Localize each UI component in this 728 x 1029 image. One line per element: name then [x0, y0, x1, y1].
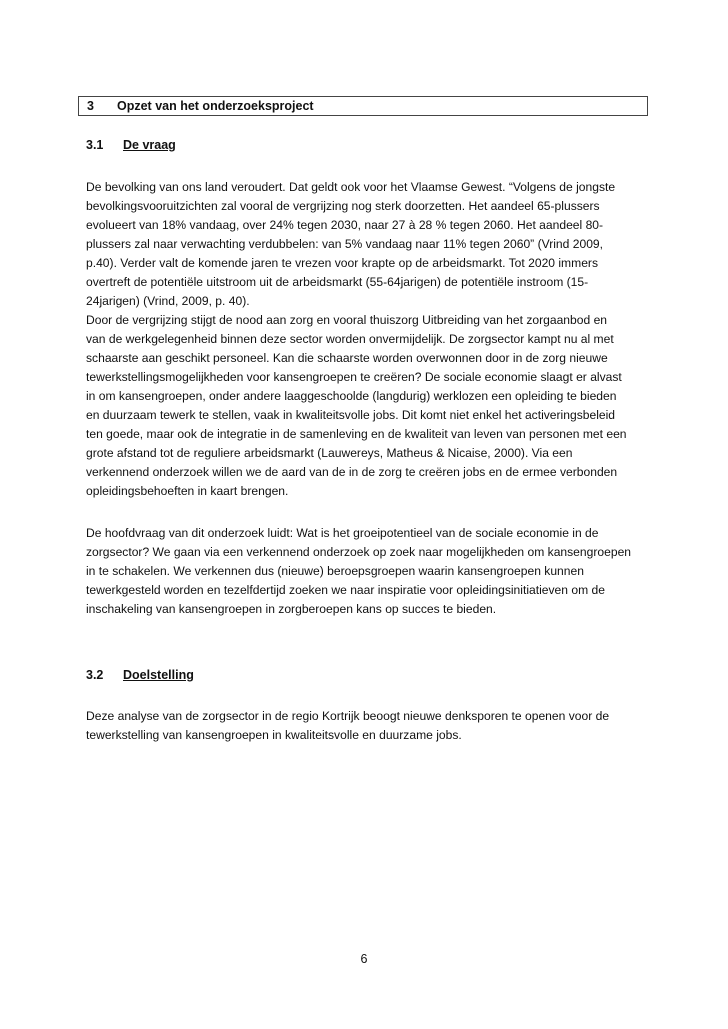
- text-line: Door de vergrijzing stijgt de nood aan zorg en vooral thuiszorg Uitbreiding van het zorgaanbod en: [86, 313, 608, 327]
- text-line: grote afstand tot de reguliere arbeidsmarkt (Lauwereys, Matheus & Nicaise, 2000). Via een: [86, 446, 573, 460]
- text-line: in te schakelen. We verkennen dus (nieuwe) beroepsgroepen waarin kansengroepen kunnen: [86, 564, 584, 578]
- text-line: en duurzaam tewerk te stellen, vaak in kwaliteitsvolle jobs. Dit komt niet enkel het activeringsbeleid: [86, 408, 616, 422]
- text-line: evolueert van 18% vandaag, over 24% tegen 2030, naar 27 à 28 % tegen 2060. Het aandeel 80-: [86, 218, 604, 232]
- text-line: p.40). Verder valt de komende jaren te vrezen voor krapte op de arbeidsmarkt. Tot 2020 immers: [86, 256, 599, 270]
- text-line: in om kansengroepen, onder andere laaggeschoolde (langdurig) werklozen een opleiding te bieden: [86, 389, 617, 403]
- paragraph-vraag-1: [86, 178, 627, 501]
- chapter-title: Opzet van het onderzoeksproject: [117, 99, 314, 113]
- section-number: 3.2: [86, 668, 104, 682]
- text-line: Deze analyse van de zorgsector in de regio Kortrijk beoogt nieuwe denksporen te openen voor de: [86, 709, 610, 723]
- text-line: plussers zal naar verwachting verdubbelen: van 5% vandaag naar 11% tegen 2060” (Vrind 2009,: [86, 237, 604, 251]
- section-heading-vraag: [86, 137, 176, 153]
- text-line: De hoofdvraag van dit onderzoek luidt: Wat is het groeipotentieel van de sociale economie in de: [86, 526, 599, 540]
- text-line: tewerkstelling van kansengroepen in kwaliteitsvolle en duurzame jobs.: [86, 728, 462, 742]
- text-line: bevolkingsvooruitzichten zal vooral de vergrijzing nog sterk doorzetten. Het aandeel 65-plussers: [86, 199, 600, 213]
- chapter-heading: [78, 96, 648, 116]
- section-heading-doelstelling: [86, 667, 194, 683]
- chapter-number: 3: [87, 99, 94, 113]
- text-line: inschakeling van kansengroepen in zorgberoepen kans op succes te bieden.: [86, 602, 497, 616]
- section-title: De vraag: [123, 138, 176, 152]
- text-line: De bevolking van ons land veroudert. Dat geldt ook voor het Vlaamse Gewest. “Volgens de jongste: [86, 180, 616, 194]
- text-line: overtreft de potentiële uitstroom uit de arbeidsmarkt (55-64jarigen) de potentiële instroom (15-: [86, 275, 589, 289]
- text-line: tewerkstellingsmogelijkheden voor kansengroepen te creëren? De sociale economie slaagt er alvast: [86, 370, 622, 384]
- text-line: van de werkgelegenheid binnen deze sector worden onvermijdelijk. De zorgsector kampt nu al met: [86, 332, 614, 346]
- text-line: 24jarigen) (Vrind, 2009, p. 40).: [86, 294, 250, 308]
- text-line: ten goede, maar ook de integratie in de samenleving en de kwaliteit van leven van personen met een: [86, 427, 627, 441]
- text-line: zorgsector? We gaan via een verkennend onderzoek op zoek naar mogelijkheden om kansengroepen: [86, 545, 632, 559]
- page-number: 6: [360, 952, 368, 966]
- paragraph-doelstelling: [86, 707, 609, 745]
- section-number: 3.1: [86, 138, 104, 152]
- text-line: tewerkgesteld worden en tezelfdertijd zoeken we naar inspiratie voor opleidingsinitiatieven om de: [86, 583, 605, 597]
- text-line: schaarste aan geschikt personeel. Kan die schaarste worden overwonnen door in de zorg nieuwe: [86, 351, 608, 365]
- paragraph-vraag-2: [86, 524, 631, 619]
- section-title: Doelstelling: [123, 668, 194, 682]
- text-line: verkennend onderzoek willen we de aard van de in de zorg te creëren jobs en de ermee verbonden: [86, 465, 618, 479]
- text-line: opleidingsbehoeften in kaart brengen.: [86, 484, 289, 498]
